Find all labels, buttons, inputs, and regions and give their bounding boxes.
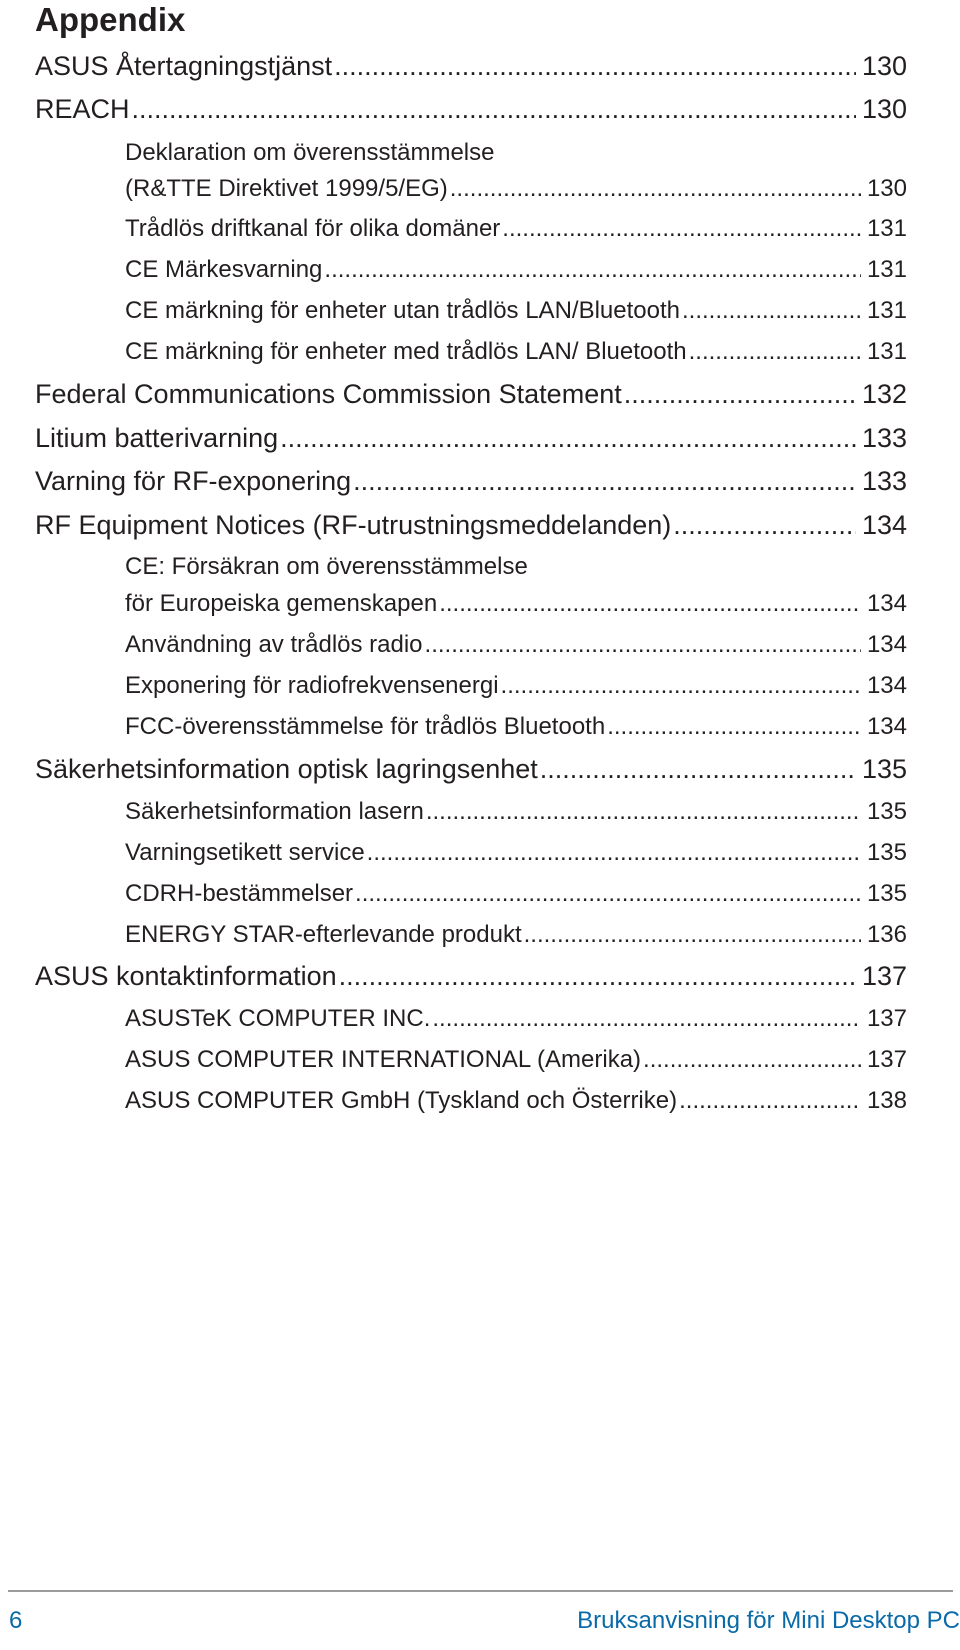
toc-entry-page: 134	[866, 713, 907, 740]
dot-leader	[439, 588, 861, 620]
toc-entry[interactable]	[125, 295, 907, 327]
toc-entry-page: 131	[866, 215, 907, 242]
toc-entry-title: CE märkning för enheter med trådlös LAN/ Bluetooth	[125, 338, 687, 365]
footer-manual-title: Bruksanvisning för Mini Desktop PC	[577, 1607, 960, 1634]
toc-entry-page: 131	[866, 297, 907, 324]
dot-leader	[450, 173, 861, 205]
toc-entry-title: RF Equipment Notices (RF-utrustningsmeddelanden)	[35, 510, 672, 540]
dot-leader	[607, 711, 861, 743]
toc-entry-title: Varningsetikett service	[125, 839, 365, 866]
toc-entry-page: 130	[861, 51, 907, 81]
toc-entry-title: ASUS COMPUTER INTERNATIONAL (Amerika)	[125, 1046, 642, 1073]
toc-entry[interactable]	[125, 254, 907, 286]
toc-entry[interactable]	[35, 463, 907, 499]
toc-entry-title: Federal Communications Commission Statement	[35, 379, 622, 409]
toc-entry-title: CE märkning för enheter utan trådlös LAN/Bluetooth	[125, 297, 680, 324]
toc-entry-page: 137	[866, 1046, 907, 1073]
dot-leader	[132, 91, 856, 127]
toc-entry-first-line: Deklaration om överensstämmelse	[125, 139, 495, 166]
dot-leader	[501, 670, 861, 702]
dot-leader	[334, 48, 856, 84]
toc-entry[interactable]	[125, 588, 907, 620]
toc-entry-page: 134	[866, 631, 907, 658]
toc-entry[interactable]	[35, 376, 907, 412]
toc-entry-page: 132	[861, 379, 907, 409]
toc-entry[interactable]	[125, 1003, 907, 1035]
dot-leader	[689, 336, 861, 368]
toc-entry-page: 134	[866, 672, 907, 699]
toc-entry-page: 135	[866, 839, 907, 866]
toc-entry[interactable]	[125, 173, 907, 205]
toc-entry-page: 130	[866, 175, 907, 202]
toc-entry-title: CE Märkesvarning	[125, 256, 323, 283]
toc-entry[interactable]	[35, 48, 907, 84]
dot-leader	[324, 254, 861, 286]
toc-entry[interactable]	[35, 751, 907, 787]
toc-entry[interactable]	[125, 919, 907, 951]
dot-leader	[425, 629, 861, 661]
dot-leader	[353, 463, 856, 499]
toc-entry-page: 134	[866, 590, 907, 617]
dot-leader	[624, 376, 856, 412]
toc-entry[interactable]	[35, 507, 907, 543]
dot-leader	[682, 295, 861, 327]
toc-entry[interactable]	[125, 837, 907, 869]
toc-entry-title: (R&TTE Direktivet 1999/5/EG)	[125, 175, 448, 202]
dot-leader	[673, 507, 856, 543]
toc-entry[interactable]	[125, 336, 907, 368]
toc-entry[interactable]	[125, 878, 907, 910]
toc-entry-title: CDRH-bestämmelser	[125, 880, 354, 907]
toc-entry-page: 133	[861, 423, 907, 453]
toc-entry[interactable]	[125, 629, 907, 661]
toc-entry[interactable]	[125, 1085, 907, 1117]
dot-leader	[679, 1085, 861, 1117]
toc-entry-page: 130	[861, 94, 907, 124]
toc-entry-title: för Europeiska gemenskapen	[125, 590, 438, 617]
toc-entry-title: Exponering för radiofrekvensenergi	[125, 672, 499, 699]
toc-entry-page: 136	[866, 921, 907, 948]
toc-entry-title: Trådlös driftkanal för olika domäner	[125, 215, 501, 242]
dot-leader	[502, 213, 861, 245]
toc-entry-first-line: CE: Försäkran om överensstämmelse	[125, 553, 528, 580]
toc-entry-page: 134	[861, 510, 907, 540]
toc-entry-title: ENERGY STAR-efterlevande produkt	[125, 921, 522, 948]
toc-entry-title: ASUS COMPUTER GmbH (Tyskland och Österrike)	[125, 1087, 678, 1114]
dot-leader	[540, 751, 856, 787]
footer-page-number: 6	[9, 1607, 23, 1634]
toc-entry-title: FCC-överensstämmelse för trådlös Bluetooth	[125, 713, 606, 740]
toc-entry[interactable]	[35, 420, 907, 456]
toc-entry-page: 131	[866, 256, 907, 283]
toc-entry[interactable]	[125, 670, 907, 702]
toc-entry[interactable]	[125, 796, 907, 828]
toc-entry[interactable]	[35, 958, 907, 994]
dot-leader	[426, 796, 861, 828]
toc-entry-title: Varning för RF-exponering	[35, 466, 352, 496]
toc-entry-page: 133	[861, 466, 907, 496]
toc-entry-title: ASUS kontaktinformation	[35, 961, 337, 991]
toc-entry-page: 137	[866, 1005, 907, 1032]
footer-rule	[8, 1590, 953, 1592]
toc-entry[interactable]	[125, 213, 907, 245]
dot-leader	[339, 958, 856, 994]
dot-leader	[355, 878, 861, 910]
toc-entry-page: 135	[861, 754, 907, 784]
toc-entry-page: 137	[861, 961, 907, 991]
toc-entry-page: 131	[866, 338, 907, 365]
toc-entry-page: 135	[866, 798, 907, 825]
toc-entry-title: Säkerhetsinformation lasern	[125, 798, 424, 825]
dot-leader	[432, 1003, 861, 1035]
toc-entry-title: ASUS Återtagningstjänst	[35, 51, 333, 81]
toc-entry-page: 138	[866, 1087, 907, 1114]
toc-entry[interactable]	[125, 711, 907, 743]
dot-leader	[643, 1044, 861, 1076]
toc-entry-title: Litium batterivarning	[35, 423, 279, 453]
dot-leader	[524, 919, 861, 951]
toc-entry-title: Användning av trådlös radio	[125, 631, 423, 658]
section-heading: Appendix	[35, 1, 186, 38]
toc-entry-title: ASUSTeK COMPUTER INC.	[125, 1005, 431, 1032]
toc-entry[interactable]	[35, 91, 907, 127]
dot-leader	[367, 837, 861, 869]
toc-entry[interactable]	[125, 1044, 907, 1076]
toc-entry-title: Säkerhetsinformation optisk lagringsenhet	[35, 754, 538, 784]
toc-entry-title: REACH	[35, 94, 130, 124]
toc-entry-page: 135	[866, 880, 907, 907]
dot-leader	[280, 420, 856, 456]
